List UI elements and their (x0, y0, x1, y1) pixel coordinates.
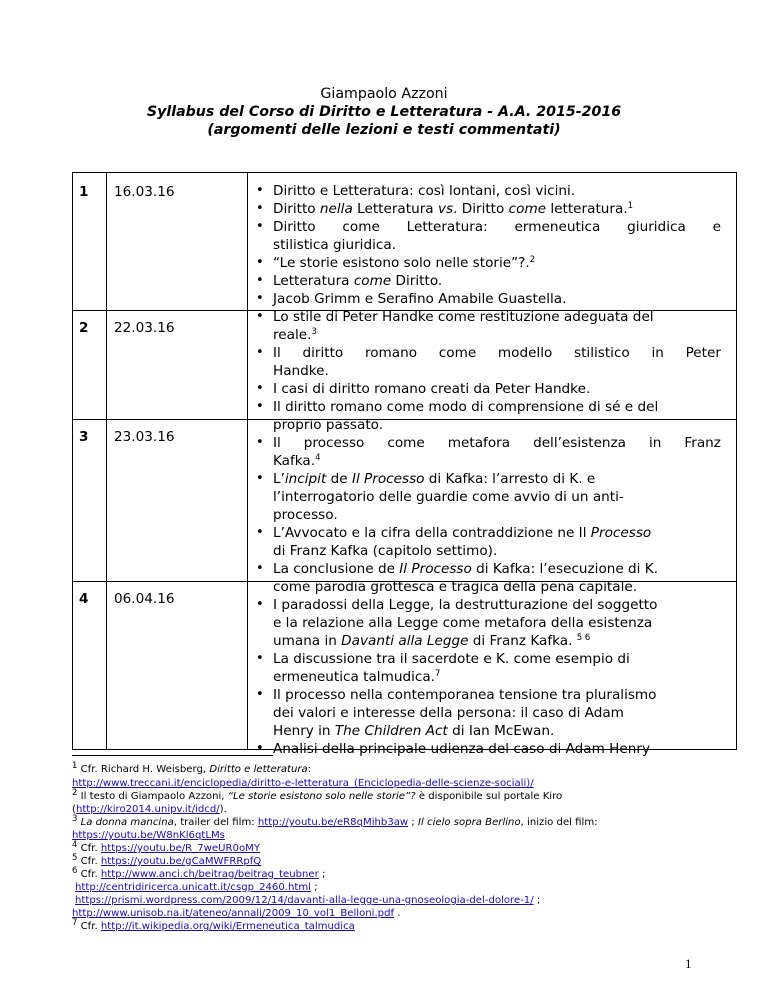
row-number: 3 (79, 429, 89, 445)
row-number: 2 (79, 320, 89, 336)
topic-item: Il diritto romano come modo di comprensione di sé e del (273, 399, 659, 415)
topic-item-continuation: dei valori e interesse della persona: il caso di Adam (273, 705, 624, 721)
footnote-separator (72, 755, 273, 756)
row-num-cell (72, 310, 107, 420)
row-date: 22.03.16 (114, 320, 175, 336)
row-num-cell (72, 172, 107, 311)
topic-item: “Le storie esistono solo nelle storie”?.$^2$ (273, 255, 536, 271)
footnote-5[interactable]: $^5$ Cfr. https://youtu.be/gCaMWFRRpfQ (72, 853, 262, 867)
topic-item-continuation: umana in Davanti alla Legge di Franz Kafka. $^{5 6}$ (273, 633, 591, 649)
footnote-6-link[interactable]: https://prismi.wordpress.com/2009/12/14/davanti-alla-legge-una-gnoseologia-del-dolore-1/ ; (75, 895, 541, 906)
topic-item-continuation: reale.$^3$ (273, 327, 317, 343)
footnote-2-link[interactable]: (http://kiro2014.unipv.it/idcd/). (72, 804, 227, 815)
footnote-6-link[interactable]: http://centridiricerca.unicatt.it/csgp_2460.html ; (75, 882, 318, 893)
footnote-2: $^2$ Il testo di Giampaolo Azzoni, “Le storie esistono solo nelle storie”? è disponibile sul portale Kiro (72, 788, 563, 802)
topic-item: Jacob Grimm e Serafino Amabile Guastella. (273, 291, 567, 307)
topic-item: Il diritto romano come modello stilistico in Peter (273, 345, 721, 361)
bullet: • (256, 651, 264, 666)
bullet: • (256, 183, 264, 198)
topic-item-continuation: processo. (273, 507, 338, 523)
bullet: • (256, 291, 264, 306)
footnote-1-link[interactable]: http://www.treccani.it/enciclopedia/diritto-e-letteratura_(Enciclopedia-delle-scienze-sociali)/ (72, 778, 534, 789)
topic-item: Il processo come metafora dell’esistenza in Franz (273, 435, 721, 451)
bullet: • (256, 435, 264, 450)
footnote-3[interactable]: $^3$ La donna mancina, trailer del film: http://youtu.be/eR8qMihb3aw ; Il cielo sopra Berlino, inizio del film: (72, 814, 598, 828)
footnote-1: $^1$ Cfr. Richard H. Weisberg, Diritto e letteratura: (72, 761, 312, 775)
topic-item-continuation: e la relazione alla Legge come metafora della esistenza (273, 615, 653, 631)
bullet: • (256, 561, 264, 576)
topic-item-continuation: come parodia grottesca e tragica della pena capitale. (273, 579, 638, 595)
topic-item: Diritto come Letteratura: ermeneutica giuridica e (273, 219, 721, 235)
bullet: • (256, 399, 264, 414)
topic-item: Il processo nella contemporanea tensione tra pluralismo (273, 687, 657, 703)
topic-item-continuation: proprio passato. (273, 417, 384, 433)
page-number: 1 (685, 956, 692, 971)
bullet: • (256, 219, 264, 234)
topic-item: L’incipit de Il Processo di Kafka: l’arresto di K. e (273, 471, 596, 487)
topic-item-continuation: l’interrogatorio delle guardie come avvio di un anti- (273, 489, 624, 505)
bullet: • (256, 201, 264, 216)
topic-item: I casi di diritto romano creati da Peter Handke. (273, 381, 591, 397)
topic-item-continuation: Kafka.$^4$ (273, 453, 321, 469)
topic-item-continuation: Henry in The Children Act di Ian McEwan. (273, 723, 555, 739)
topic-item: I paradossi della Legge, la destrutturazione del soggetto (273, 597, 658, 613)
footnote-3-link[interactable]: https://youtu.be/W8nKl6qtLMs (72, 830, 225, 841)
bullet: • (256, 381, 264, 396)
row-date: 23.03.16 (114, 429, 175, 445)
author: Giampaolo Azzoni (320, 86, 448, 102)
bullet: • (256, 525, 264, 540)
topic-item: Lo stile di Peter Handke come restituzione adeguata del (273, 309, 654, 325)
bullet: • (256, 741, 264, 756)
row-num-cell (72, 419, 107, 582)
bullet: • (256, 471, 264, 486)
topic-item: Analisi della principale udienza del caso di Adam Henry (273, 741, 651, 757)
row-number: 1 (79, 184, 89, 200)
syllabus-title: Syllabus del Corso di Diritto e Letteratura - A.A. 2015-2016 (146, 104, 622, 120)
bullet: • (256, 255, 264, 270)
topic-item: Letteratura come Diritto. (273, 273, 443, 289)
row-num-cell (72, 581, 107, 750)
topic-item-continuation: di Franz Kafka (capitolo settimo). (273, 543, 498, 559)
bullet: • (256, 309, 264, 324)
topic-item: Diritto e Letteratura: così lontani, così vicini. (273, 183, 576, 199)
row-date: 16.03.16 (114, 184, 175, 200)
topic-item: La discussione tra il sacerdote e K. come esempio di (273, 651, 630, 667)
topic-item-continuation: Handke. (273, 363, 329, 379)
bullet: • (256, 345, 264, 360)
topic-item-continuation: stilistica giuridica. (273, 237, 396, 253)
footnote-6-link[interactable]: http://www.unisob.na.it/ateneo/annali/2009_10_vol1_Belloni.pdf . (72, 908, 401, 919)
row-number: 4 (79, 591, 89, 607)
row-date: 06.04.16 (114, 591, 175, 607)
footnote-4[interactable]: $^4$ Cfr. https://youtu.be/R_7weUR0oMY (72, 840, 261, 854)
bullet: • (256, 273, 264, 288)
topic-item-continuation: ermeneutica talmudica.$^7$ (273, 669, 441, 685)
footnote-6[interactable]: $^6$ Cfr. http://www.anci.ch/beitrag/beitrag_teubner ; (72, 866, 326, 880)
topic-item: La conclusione de Il Processo di Kafka: l’esecuzione di K. (273, 561, 659, 577)
syllabus-subtitle: (argomenti delle lezioni e testi commentati) (207, 122, 561, 138)
bullet: • (256, 597, 264, 612)
bullet: • (256, 687, 264, 702)
footnote-7[interactable]: $^7$ Cfr. http://it.wikipedia.org/wiki/Ermeneutica_talmudica (72, 918, 355, 932)
topic-item: L’Avvocato e la cifra della contraddizione ne Il Processo (273, 525, 652, 541)
topic-item: Diritto nella Letteratura vs. Diritto come letteratura.$^1$ (273, 201, 634, 217)
